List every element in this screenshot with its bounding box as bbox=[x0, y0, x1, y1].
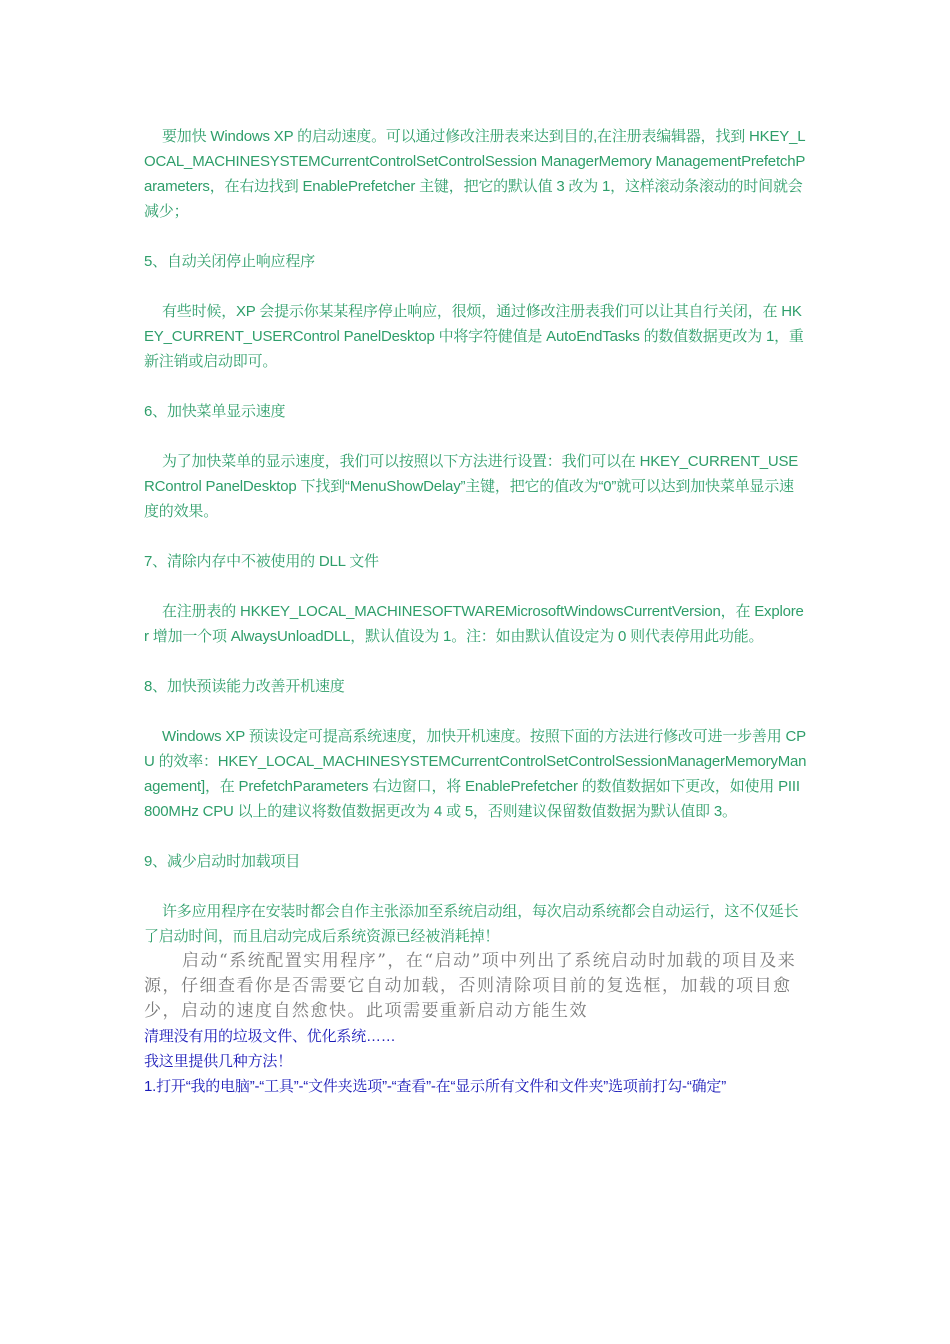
spacer bbox=[144, 524, 808, 549]
paragraph-section-7: 在注册表的 HKKEY_LOCAL_MACHINESOFTWAREMicrosoftWindowsCurrentVersion，在 Explorer 增加一个项 AlwaysUnloadDLL，默认值设为 1。注：如由默认值设定为 0 则代表停用此功能。 bbox=[144, 603, 804, 645]
paragraph-section-5: 有些时候，XP 会提示你某某程序停止响应，很烦，通过修改注册表我们可以让其自行关闭，在 HKEY_CURRENT_USERControl PanelDesktop 中将字符健值是 AutoEndTasks 的数值数据更改为 1，重新注销或启动即可。 bbox=[144, 303, 804, 370]
spacer bbox=[144, 574, 808, 599]
paragraph-section-8: Windows XP 预读设定可提高系统速度，加快开机速度。按照下面的方法进行修改可进一步善用 CPU 的效率：HKEY_LOCAL_MACHINESYSTEMCurrentControlSetControlSessionManagerMemoryManagement]，在 PrefetchParameters 右边窗口，将 EnablePrefetcher 的数值数据如下更改，如使用 PIII 800MHz CPU 以上的建议将数值数据更改为 4 或 5，否则建议保留数值数据为默认值即 3。 bbox=[144, 728, 807, 820]
spacer bbox=[144, 274, 808, 299]
heading-section-9: 9、减少启动时加载项目 bbox=[144, 853, 301, 870]
heading-section-8: 8、加快预读能力改善开机速度 bbox=[144, 678, 345, 695]
document-body bbox=[144, 124, 808, 1099]
paragraph-msconfig: 启动“系统配置实用程序”，在“启动”项中列出了系统启动时加载的项目及来源，仔细查看你是否需要它自动加载，否则清除项目前的复选框，加载的项目愈少，启动的速度自然愈快。此项需要重新启动方能生效 bbox=[144, 951, 797, 1021]
blue-line-cleanup: 清理没有用的垃圾文件、优化系统…… bbox=[144, 1028, 396, 1045]
spacer bbox=[144, 224, 808, 249]
spacer bbox=[144, 824, 808, 849]
blue-line-step-1: 1.打开“我的电脑”-“工具”-“文件夹选项”-“查看”-在“显示所有文件和文件夹”选项前打勾-“确定” bbox=[144, 1078, 727, 1095]
spacer bbox=[144, 374, 808, 399]
paragraph-section-6: 为了加快菜单的显示速度，我们可以按照以下方法进行设置：我们可以在 HKEY_CURRENT_USERControl PanelDesktop 下找到“MenuShowDelay”主键，把它的值改为“0”就可以达到加快菜单显示速度的效果。 bbox=[144, 453, 799, 520]
spacer bbox=[144, 649, 808, 674]
spacer bbox=[144, 874, 808, 899]
heading-section-5: 5、自动关闭停止响应程序 bbox=[144, 253, 315, 270]
heading-section-7: 7、清除内存中不被使用的 DLL 文件 bbox=[144, 553, 379, 570]
heading-section-6: 6、加快菜单显示速度 bbox=[144, 403, 286, 420]
paragraph-section-9: 许多应用程序在安装时都会自作主张添加至系统启动组，每次启动系统都会自动运行，这不仅延长了启动时间，而且启动完成后系统资源已经被消耗掉！ bbox=[144, 903, 799, 945]
spacer bbox=[144, 699, 808, 724]
spacer bbox=[144, 424, 808, 449]
blue-line-methods: 我这里提供几种方法！ bbox=[144, 1053, 293, 1070]
paragraph-prefetch: 要加快 Windows XP 的启动速度。可以通过修改注册表来达到目的,在注册表编辑器，找到 HKEY_LOCAL_MACHINESYSTEMCurrentControlSetControlSession ManagerMemory ManagementPrefetchParameters，在右边找到 EnablePrefetcher 主键，把它的默认值 3 改为 1，这样滚动条滚动的时间就会减少； bbox=[144, 128, 806, 220]
